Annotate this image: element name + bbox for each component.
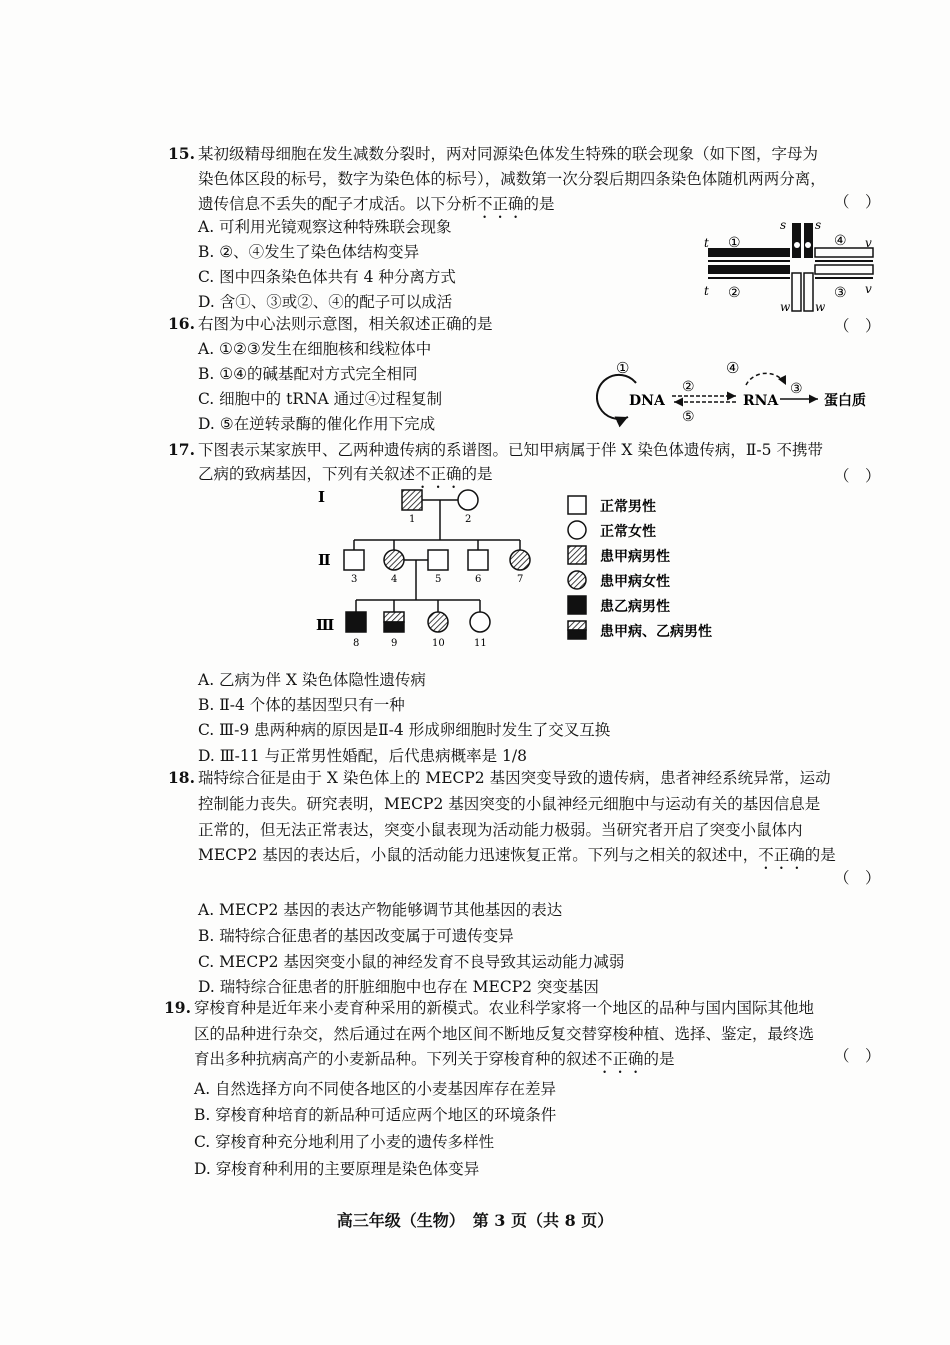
individual-1 [402, 490, 422, 510]
q18-option-b: B. 瑞特综合征患者的基因改变属于可遗传变异 [198, 927, 514, 945]
q17-pedigree-legend [564, 490, 744, 650]
q17-number: 17. [168, 440, 195, 459]
gen-label-2: Ⅱ [318, 551, 331, 569]
q19-option-d: D. 穿梭育种利用的主要原理是染色体变异 [194, 1160, 480, 1178]
q19-answer-paren: （ ） [834, 1047, 881, 1065]
individual-9 [384, 622, 404, 632]
q15-chromosome-figure [700, 215, 880, 315]
q18-option-d: D. 瑞特综合征患者的肝脏细胞中也存在 MECP2 突变基因 [198, 978, 599, 996]
q16-fig-label-2: ② [682, 379, 695, 395]
q19-stem-line1: 穿梭育种是近年来小麦育种采用的新模式。农业科学家将一个地区的品种与国内国际其他地 [194, 999, 815, 1017]
svg-text:3: 3 [351, 574, 358, 585]
svg-text:11: 11 [474, 638, 487, 649]
q15-stem-line1: 某初级精母细胞在发生减数分裂时，两对同源染色体发生特殊的联会现象（如下图，字母为 [198, 145, 819, 163]
q16-option-c: C. 细胞中的 tRNA 通过④过程复制 [198, 390, 443, 408]
q18-number: 18. [168, 768, 195, 787]
q15-number: 15. [168, 144, 195, 163]
q18-stem-line1: 瑞特综合征是由于 X 染色体上的 MECP2 基因突变导致的遗传病，患者神经系统异常，运动 [198, 769, 831, 787]
individual-6 [468, 550, 488, 570]
q15-option-d: D. 含①、③或②、④的配子可以成活 [198, 293, 453, 311]
svg-text:6: 6 [475, 574, 482, 585]
q15-fig-label-t1: t [704, 236, 709, 250]
svg-text:2: 2 [465, 514, 472, 525]
page-footer: 高三年级（生物） 第 3 页（共 8 页） [336, 1211, 614, 1230]
individual-2 [458, 490, 478, 510]
q16-fig-label-3: ③ [790, 381, 803, 397]
q19-stem-line2: 区的品种进行杂交，然后通过在两个地区间不断地反复交替穿梭种植、选择、鉴定，最终选 [194, 1025, 815, 1043]
q15-fig-label-2: ② [728, 285, 741, 301]
q15-fig-label-v1: v [865, 236, 872, 250]
q15-stem-line2: 染色体区段的标号，数字为染色体的标号），减数第一次分裂后期四条染色体随机两两分离， [198, 170, 826, 188]
q18-option-c: C. MECP2 基因突变小鼠的神经发育不良导致其运动能力减弱 [198, 953, 625, 971]
q16-fig-protein: 蛋白质 [824, 393, 866, 409]
q18-option-a: A. MECP2 基因的表达产物能够调节其他基因的表达 [198, 901, 563, 919]
q16-fig-dna: DNA [629, 393, 665, 409]
q17-option-c: C. Ⅲ-9 患两种病的原因是Ⅱ-4 形成卵细胞时发生了交叉互换 [198, 721, 611, 739]
gen-label-1: Ⅰ [318, 488, 326, 506]
svg-text:4: 4 [391, 574, 398, 585]
q17-stem-line1: 下图表示某家族甲、乙两种遗传病的系谱图。已知甲病属于伴 X 染色体遗传病，Ⅱ-5 不携带 [198, 441, 823, 459]
q18-answer-paren: （ ） [834, 869, 881, 887]
q16-fig-rna: RNA [743, 393, 779, 409]
legend-normal-male: 正常男性 [600, 499, 656, 515]
legend-normal-female: 正常女性 [600, 524, 656, 540]
individual-7 [510, 550, 530, 570]
svg-text:8: 8 [353, 638, 360, 649]
q15-stem-line3: 遗传信息不丢失的配子才成活。以下分析不正确的是 [198, 195, 555, 213]
q19-option-a: A. 自然选择方向不同使各地区的小麦基因库存在差异 [194, 1080, 557, 1098]
q15-option-b: B. ②、④发生了染色体结构变异 [198, 243, 420, 261]
q16-option-b: B. ①④的碱基配对方式完全相同 [198, 365, 418, 383]
legend-a-female: 患甲病女性 [600, 574, 670, 590]
q18-stem-line4: MECP2 基因的表达后，小鼠的活动能力迅速恢复正常。下列与之相关的叙述中，不正确的是 [198, 846, 836, 864]
q16-option-d: D. ⑤在逆转录酶的催化作用下完成 [198, 415, 436, 433]
q16-fig-label-5: ⑤ [682, 409, 695, 425]
q15-fig-label-v2: v [865, 282, 872, 296]
q16-answer-paren: （ ） [834, 317, 881, 335]
q16-stem: 右图为中心法则示意图，相关叙述正确的是 [198, 315, 493, 333]
q15-fig-label-w2: w [815, 300, 826, 314]
q17-option-b: B. Ⅱ-4 个体的基因型只有一种 [198, 696, 405, 714]
q17-option-d: D. Ⅲ-11 与正常男性婚配，后代患病概率是 1/8 [198, 747, 527, 765]
q16-option-a: A. ①②③发生在细胞核和线粒体中 [198, 340, 432, 358]
q15-fig-label-3: ③ [834, 285, 847, 301]
q15-fig-label-s2: s [815, 218, 822, 232]
legend-b-male: 患乙病男性 [600, 599, 670, 615]
q15-fig-label-4: ④ [834, 233, 847, 249]
individual-11 [470, 612, 490, 632]
q16-fig-label-1: ① [616, 359, 630, 377]
q16-number: 16. [168, 314, 195, 333]
individual-5 [428, 550, 448, 570]
q15-fig-label-t2: t [704, 284, 709, 298]
svg-text:1: 1 [409, 514, 416, 525]
q17-stem-line2: 乙病的致病基因，下列有关叙述不正确的是 [198, 465, 493, 483]
q19-stem-line3: 育出多种抗病高产的小麦新品种。下列关于穿梭育种的叙述不正确的是 [194, 1050, 675, 1068]
q17-pedigree-chart [310, 482, 550, 652]
q19-option-c: C. 穿梭育种充分地利用了小麦的遗传多样性 [194, 1133, 495, 1151]
svg-text:9: 9 [391, 638, 398, 649]
q15-answer-paren: （ ） [834, 193, 881, 211]
q15-option-a: A. 可利用光镜观察这种特殊联会现象 [198, 218, 452, 236]
individual-10 [428, 612, 448, 632]
legend-a-male: 患甲病男性 [600, 549, 670, 565]
q18-stem-line2: 控制能力丧失。研究表明，MECP2 基因突变的小鼠神经元细胞中与运动有关的基因信息是 [198, 795, 821, 813]
q15-fig-label-1: ① [728, 235, 741, 251]
q19-number: 19. [164, 998, 191, 1017]
q15-fig-label-w1: w [780, 300, 791, 314]
q17-option-a: A. 乙病为伴 X 染色体隐性遗传病 [198, 671, 426, 689]
gen-label-3: Ⅲ [316, 616, 335, 634]
svg-text:7: 7 [517, 574, 524, 585]
q17-answer-paren: （ ） [834, 467, 881, 485]
q18-stem-line3: 正常的，但无法正常表达，突变小鼠表现为活动能力极弱。当研究者开启了突变小鼠体内 [198, 821, 803, 839]
individual-3 [344, 550, 364, 570]
q15-fig-label-s1: s [780, 218, 787, 232]
q19-option-b: B. 穿梭育种培育的新品种可适应两个地区的环境条件 [194, 1106, 557, 1124]
q16-central-dogma-figure [596, 355, 886, 430]
individual-8 [346, 612, 366, 632]
q15-option-c: C. 图中四条染色体共有 4 种分离方式 [198, 268, 456, 286]
legend-ab-male: 患甲病、乙病男性 [600, 624, 712, 640]
svg-text:10: 10 [432, 638, 445, 649]
q16-fig-label-4: ④ [726, 359, 740, 377]
svg-text:5: 5 [435, 574, 442, 585]
individual-4 [384, 550, 404, 570]
